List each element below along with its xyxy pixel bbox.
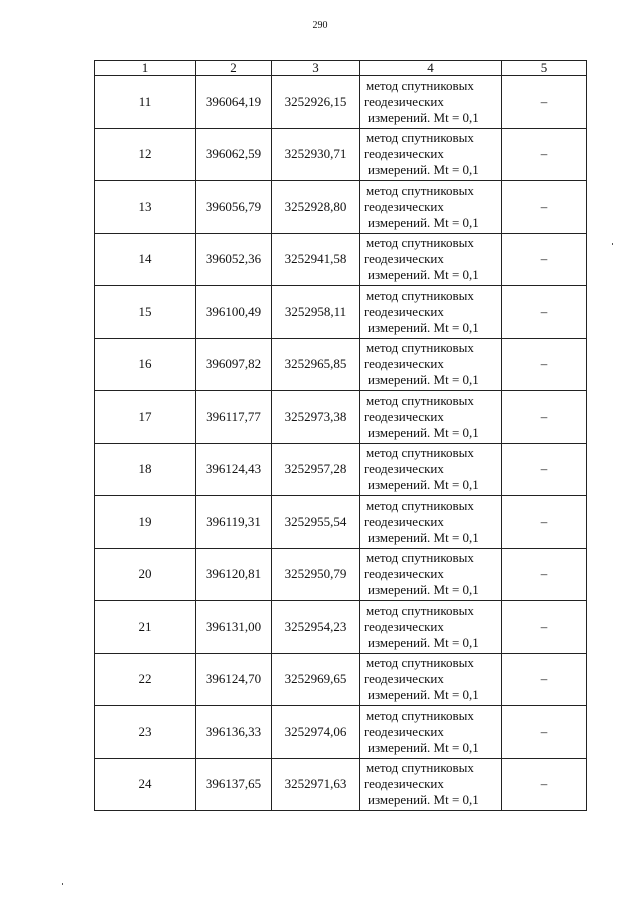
method-cell [360, 128, 502, 181]
method-text-line3: измерений. Mt = 0,1 [368, 792, 479, 808]
method-text-line1: метод спутниковых [366, 235, 474, 251]
method-text-line3: измерений. Mt = 0,1 [368, 109, 479, 125]
table-row [95, 758, 587, 811]
x-coordinate-cell: 396117,77 [196, 391, 272, 444]
point-number-cell: 16 [95, 338, 196, 391]
method-cell [360, 496, 502, 549]
point-number-cell: 22 [95, 653, 196, 706]
y-coordinate-cell: 3252957,28 [272, 443, 360, 496]
point-number-cell: 17 [95, 391, 196, 444]
method-cell [360, 548, 502, 601]
column-5-cell: – [502, 548, 587, 601]
method-text-line3: измерений. Mt = 0,1 [368, 162, 479, 178]
scan-artifact-dot [612, 243, 613, 245]
method-cell [360, 391, 502, 444]
y-coordinate-cell: 3252965,85 [272, 338, 360, 391]
x-coordinate-cell: 396131,00 [196, 601, 272, 654]
method-text-line2: геодезических [364, 723, 444, 739]
point-number-cell: 15 [95, 286, 196, 339]
method-text-line3: измерений. Mt = 0,1 [368, 214, 479, 230]
point-number-cell: 20 [95, 548, 196, 601]
column-5-cell: – [502, 233, 587, 286]
y-coordinate-cell: 3252928,80 [272, 181, 360, 234]
method-text-line2: геодезических [364, 513, 444, 529]
y-coordinate-cell: 3252955,54 [272, 496, 360, 549]
table-row [95, 286, 587, 339]
method-text-line3: измерений. Mt = 0,1 [368, 319, 479, 335]
table-row [95, 391, 587, 444]
method-text-line1: метод спутниковых [366, 550, 474, 566]
table-row [95, 233, 587, 286]
column-header-3: 3 [272, 61, 360, 76]
method-text-line3: измерений. Mt = 0,1 [368, 424, 479, 440]
scan-artifact-dot [62, 883, 63, 885]
table-row [95, 338, 587, 391]
method-text-line3: измерений. Mt = 0,1 [368, 739, 479, 755]
y-coordinate-cell: 3252973,38 [272, 391, 360, 444]
table-row [95, 706, 587, 759]
column-5-cell: – [502, 181, 587, 234]
x-coordinate-cell: 396137,65 [196, 758, 272, 811]
method-cell [360, 233, 502, 286]
column-5-cell: – [502, 128, 587, 181]
y-coordinate-cell: 3252958,11 [272, 286, 360, 339]
y-coordinate-cell: 3252954,23 [272, 601, 360, 654]
method-text-line3: измерений. Mt = 0,1 [368, 529, 479, 545]
method-text-line3: измерений. Mt = 0,1 [368, 687, 479, 703]
y-coordinate-cell: 3252971,63 [272, 758, 360, 811]
column-header-5: 5 [502, 61, 587, 76]
column-5-cell: – [502, 706, 587, 759]
method-text-line1: метод спутниковых [366, 287, 474, 303]
column-5-cell: – [502, 758, 587, 811]
point-number-cell: 19 [95, 496, 196, 549]
x-coordinate-cell: 396056,79 [196, 181, 272, 234]
point-number-cell: 21 [95, 601, 196, 654]
x-coordinate-cell: 396062,59 [196, 128, 272, 181]
method-text-line1: метод спутниковых [366, 707, 474, 723]
table-row [95, 496, 587, 549]
column-5-cell: – [502, 653, 587, 706]
method-text-line3: измерений. Mt = 0,1 [368, 634, 479, 650]
table-row [95, 128, 587, 181]
column-header-1: 1 [95, 61, 196, 76]
x-coordinate-cell: 396064,19 [196, 76, 272, 129]
y-coordinate-cell: 3252974,06 [272, 706, 360, 759]
table-row [95, 76, 587, 129]
point-number-cell: 14 [95, 233, 196, 286]
point-number-cell: 23 [95, 706, 196, 759]
column-5-cell: – [502, 338, 587, 391]
column-header-4: 4 [360, 61, 502, 76]
method-text-line1: метод спутниковых [366, 130, 474, 146]
column-5-cell: – [502, 443, 587, 496]
method-text-line1: метод спутниковых [366, 655, 474, 671]
point-number-cell: 13 [95, 181, 196, 234]
method-cell [360, 653, 502, 706]
x-coordinate-cell: 396100,49 [196, 286, 272, 339]
method-text-line2: геодезических [364, 776, 444, 792]
column-5-cell: – [502, 601, 587, 654]
method-cell [360, 601, 502, 654]
method-text-line2: геодезических [364, 251, 444, 267]
x-coordinate-cell: 396136,33 [196, 706, 272, 759]
method-text-line1: метод спутниковых [366, 497, 474, 513]
column-5-cell: – [502, 391, 587, 444]
point-number-cell: 24 [95, 758, 196, 811]
method-cell [360, 706, 502, 759]
method-cell [360, 181, 502, 234]
method-text-line3: измерений. Mt = 0,1 [368, 267, 479, 283]
column-5-cell: – [502, 286, 587, 339]
column-5-cell: – [502, 76, 587, 129]
point-number-cell: 11 [95, 76, 196, 129]
table-row [95, 548, 587, 601]
method-text-line3: измерений. Mt = 0,1 [368, 477, 479, 493]
x-coordinate-cell: 396120,81 [196, 548, 272, 601]
y-coordinate-cell: 3252969,65 [272, 653, 360, 706]
coordinates-table [94, 60, 587, 811]
x-coordinate-cell: 396052,36 [196, 233, 272, 286]
column-header-2: 2 [196, 61, 272, 76]
method-text-line1: метод спутниковых [366, 445, 474, 461]
method-text-line2: геодезических [364, 408, 444, 424]
point-number-cell: 18 [95, 443, 196, 496]
method-text-line2: геодезических [364, 198, 444, 214]
method-text-line1: метод спутниковых [366, 340, 474, 356]
method-text-line1: метод спутниковых [366, 77, 474, 93]
page-number: 290 [312, 20, 328, 31]
x-coordinate-cell: 396124,43 [196, 443, 272, 496]
method-text-line1: метод спутниковых [366, 602, 474, 618]
method-text-line3: измерений. Mt = 0,1 [368, 372, 479, 388]
column-5-cell: – [502, 496, 587, 549]
y-coordinate-cell: 3252950,79 [272, 548, 360, 601]
y-coordinate-cell: 3252941,58 [272, 233, 360, 286]
method-cell [360, 758, 502, 811]
method-text-line3: измерений. Mt = 0,1 [368, 582, 479, 598]
table-header-row [95, 61, 587, 76]
method-cell [360, 76, 502, 129]
method-text-line2: геодезических [364, 461, 444, 477]
table-row [95, 181, 587, 234]
method-text-line1: метод спутниковых [366, 760, 474, 776]
y-coordinate-cell: 3252926,15 [272, 76, 360, 129]
method-cell [360, 286, 502, 339]
method-cell [360, 443, 502, 496]
method-text-line1: метод спутниковых [366, 392, 474, 408]
x-coordinate-cell: 396124,70 [196, 653, 272, 706]
method-text-line2: геодезических [364, 146, 444, 162]
method-text-line1: метод спутниковых [366, 182, 474, 198]
method-text-line2: геодезических [364, 356, 444, 372]
method-text-line2: геодезических [364, 566, 444, 582]
method-text-line2: геодезических [364, 93, 444, 109]
x-coordinate-cell: 396119,31 [196, 496, 272, 549]
method-text-line2: геодезических [364, 303, 444, 319]
method-text-line2: геодезических [364, 618, 444, 634]
table-body [95, 76, 587, 811]
method-text-line2: геодезических [364, 671, 444, 687]
y-coordinate-cell: 3252930,71 [272, 128, 360, 181]
table-row [95, 601, 587, 654]
table-row [95, 653, 587, 706]
point-number-cell: 12 [95, 128, 196, 181]
x-coordinate-cell: 396097,82 [196, 338, 272, 391]
table-row [95, 443, 587, 496]
method-cell [360, 338, 502, 391]
